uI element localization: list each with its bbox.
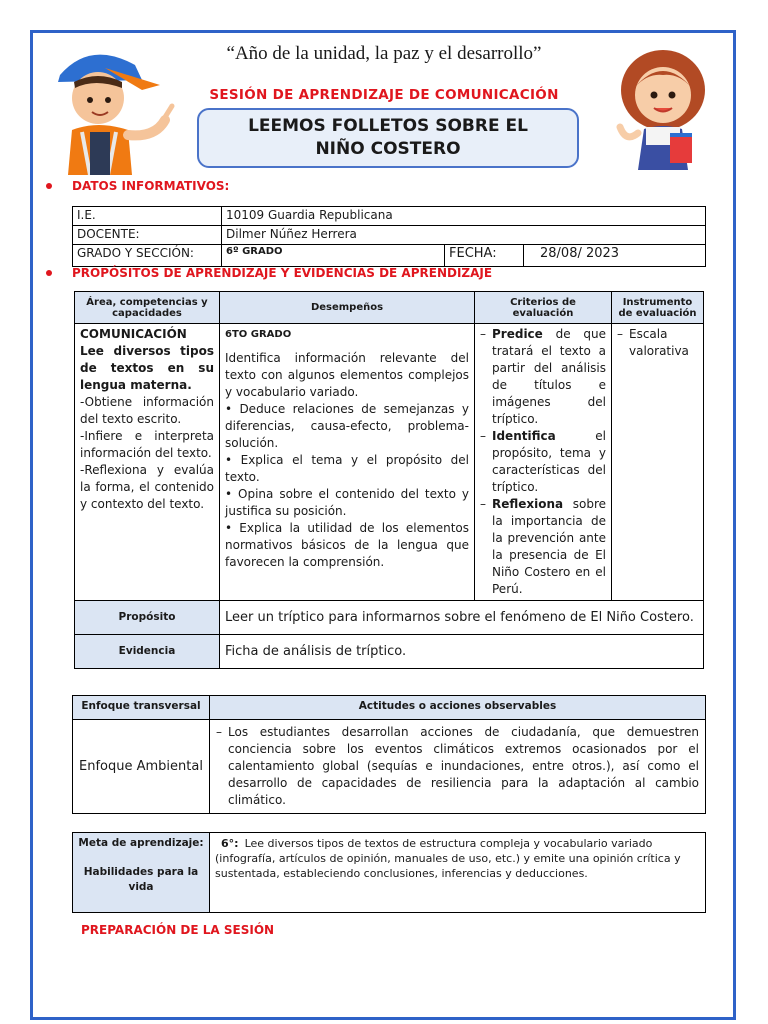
meta-cell [210,833,706,913]
meta-label: Meta de aprendizaje: [78,837,204,849]
fecha-value: 28/08/ 2023 [524,245,706,267]
meta-text: Lee diversos tipos de textos de estructura compleja y vocabulario variado (infografía, artículos de opinión, manuales de uso, etc.) y emite una opinión crítica y sustentada, estableciendo conclusiones, inferencias y deducciones. [215,837,681,880]
criterio-1: – Predice de que tratará el texto a partir del análisis de títulos e imágenes del tríptico. [480,326,606,428]
capacidad-2: -Infiere e interpreta información del texto. [80,429,214,460]
preparacion-heading: PREPARACIÓN DE LA SESIÓN [81,923,275,937]
desempenos-grade: 6TO GRADO [225,329,292,340]
evidencia-value: Ficha de análisis de tríptico. [220,635,704,669]
criterios-cell [475,324,612,601]
desempeno-4: • Opina sobre el contenido del texto y justifica su posición. [225,487,469,518]
section-propositos [46,266,492,280]
session-title: LEEMOS FOLLETOS SOBRE EL NIÑO COSTERO [248,116,528,159]
grado-value: 6º GRADO [222,245,445,267]
desempeno-3: • Explica el tema y el propósito del texto. [225,453,469,484]
enfoque-table [72,695,706,814]
desempeno-1: Identifica información relevante del texto con algunos elementos complejos y vocabulario variado. [225,351,469,399]
proposito-value: Leer un tríptico para informarnos sobre el fenómeno de El Niño Costero. [220,601,704,635]
col-area: Área, competencias y capacidades [75,292,220,324]
docente-label: DOCENTE: [73,226,222,245]
fecha-label: FECHA: [445,245,524,267]
ie-value: 10109 Guardia Republicana [222,207,706,226]
section-datos [46,179,229,193]
propositos-heading: PROPÓSITOS DE APRENDIZAJE Y EVIDENCIAS DE APRENDIZAJE [72,266,493,280]
year-motto: “Año de la unidad, la paz y el desarrollo” [226,43,542,64]
desempeno-2: • Deduce relaciones de semejanzas y diferencias, causa-efecto, problema-solución. [225,402,469,450]
area-title: COMUNICACIÓN [80,327,187,341]
enfoque-name: Enfoque Ambiental [73,720,210,814]
criterio-2: – Identifica el propósito, tema y características del tríptico. [480,428,606,496]
desempeno-5: • Explica la utilidad de los elementos normativos básicos de la lengua que favorecen la comprensión. [225,521,469,569]
col-actitudes: Actitudes o acciones observables [210,696,706,720]
desempenos-cell [220,324,475,601]
capacidad-3: -Reflexiona y evalúa la forma, el contenido y contexto del texto. [80,463,214,511]
enfoque-cell [210,720,706,814]
session-title-box [197,108,579,168]
proposito-label: Propósito [75,601,220,635]
meta-table [72,832,706,913]
enfoque-text: – Los estudiantes desarrollan acciones de ciudadanía, que demuestren conciencia sobre los eventos climáticos extremos ocasionados por el calentamiento global (sequías e inundaciones, entre otros.), así como el desarrollo de capacidades de resiliencia para la adaptación al cambio climático. [216,724,699,809]
instrumento-cell [612,324,704,601]
bullet-icon [46,270,52,276]
instrumento-value: – Escala valorativa [617,326,698,360]
session-type: SESIÓN DE APRENDIZAJE DE COMUNICACIÓN [209,87,559,103]
col-enfoque: Enfoque transversal [73,696,210,720]
info-table [72,206,706,267]
evidencia-label: Evidencia [75,635,220,669]
capacidad-1: -Obtiene información del texto escrito. [80,395,214,426]
grado-label: GRADO Y SECCIÓN: [73,245,222,267]
col-desempenos: Desempeños [220,292,475,324]
docente-value: Dilmer Núñez Herrera [222,226,706,245]
habilidades-label: Habilidades para la vida [83,866,199,893]
bullet-icon [46,183,52,189]
meta-grade: 6°: [221,837,239,850]
col-instrumento: Instrumento de evaluación [612,292,704,324]
col-criterios: Criterios de evaluación [475,292,612,324]
ie-label: I.E. [73,207,222,226]
meta-label-cell [73,833,210,913]
propositos-table [74,291,704,669]
criterio-3: – Reflexiona sobre la importancia de la prevención ante la presencia de El Niño Costero en el Perú. [480,496,606,598]
section-preparacion [81,923,274,937]
datos-heading: DATOS INFORMATIVOS: [72,179,230,193]
area-cell [75,324,220,601]
competencia: Lee diversos tipos de textos en su lengua materna. [80,344,214,392]
